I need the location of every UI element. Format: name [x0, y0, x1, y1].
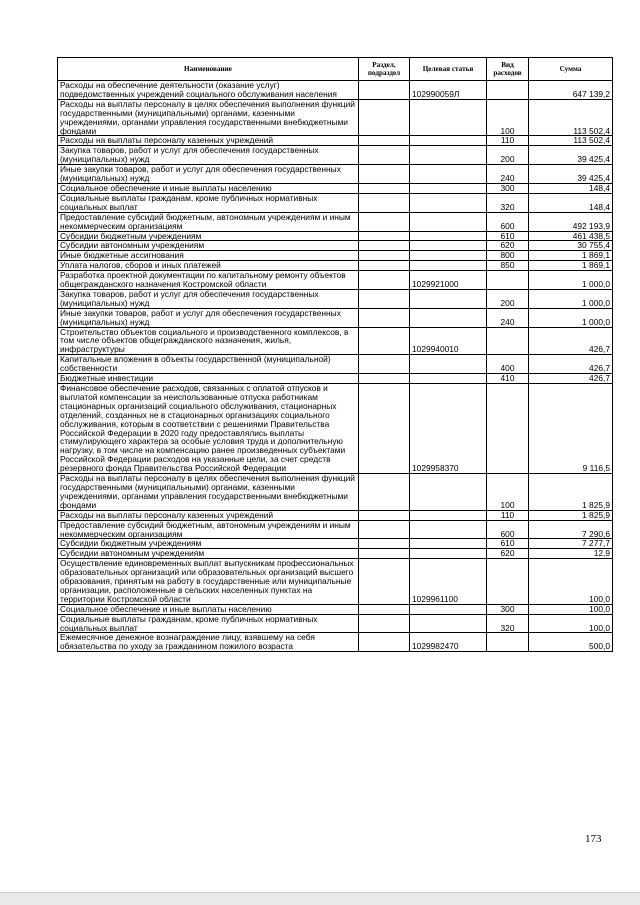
header-expense: Вид расходов [487, 58, 529, 81]
row-article [410, 183, 487, 193]
row-sum: 1 000,0 [529, 289, 613, 308]
row-expense [487, 271, 529, 290]
row-article [410, 308, 487, 327]
row-name: Ежемесячное денежное вознаграждение лицу, взявшему на себя обязательства по уходу за гражданином пожилого возраста [58, 633, 359, 652]
row-sum: 9 116,5 [529, 384, 613, 474]
row-name: Финансовое обеспечение расходов, связанных с оплатой отпусков и выплатой компенсации за неиспользованные отпуска работникам стационарных организаций социального обслуживания, стационарных отделений, созданных не в стационарных организациях социального обслуживания, которым в соответствии с решениями Правительства Российской Федерации в 2020 году предоставлялись выплаты стимулирующего характера за особые условия труда и дополнительную нагрузку, в том числе на компенсацию ранее произведенных субъектами Российской Федерации расходов на указанные цели, за счет средств резервного фонда Правительства Российской Федерации [58, 384, 359, 474]
row-expense: 110 [487, 136, 529, 146]
table-row [58, 520, 613, 539]
table-row [58, 374, 613, 384]
row-section [359, 99, 410, 136]
row-section [359, 604, 410, 614]
row-article [410, 165, 487, 184]
table-header-row [58, 58, 613, 81]
row-name: Субсидии бюджетным учреждениям [58, 539, 359, 549]
row-sum: 7 290,6 [529, 520, 613, 539]
row-name: Расходы на обеспечение деятельности (оказание услуг) подведомственных учреждений социального обслуживания населения [58, 81, 359, 100]
row-sum: 39 425,4 [529, 146, 613, 165]
row-article [410, 136, 487, 146]
row-article [410, 604, 487, 614]
row-sum: 39 425,4 [529, 165, 613, 184]
row-expense: 320 [487, 193, 529, 212]
row-expense [487, 559, 529, 605]
row-section [359, 355, 410, 374]
row-section [359, 271, 410, 290]
table-row [58, 81, 613, 100]
row-sum: 500,0 [529, 633, 613, 652]
row-name: Расходы на выплаты персоналу в целях обеспечения выполнения функций государственными (муниципальными) органами, казенными учреждениями, органами управления государственными внебюджетными фондами [58, 99, 359, 136]
table-row [58, 136, 613, 146]
row-name: Уплата налогов, сборов и иных платежей [58, 261, 359, 271]
row-section [359, 510, 410, 520]
row-expense [487, 384, 529, 474]
row-name: Закупка товаров, работ и услуг для обеспечения государственных (муниципальных) нужд [58, 146, 359, 165]
row-article: 102990059Л [410, 81, 487, 100]
table-row [58, 614, 613, 633]
row-expense: 610 [487, 539, 529, 549]
row-sum: 100,0 [529, 614, 613, 633]
table-row [58, 261, 613, 271]
row-article: 1029958370 [410, 384, 487, 474]
row-section [359, 520, 410, 539]
row-article [410, 510, 487, 520]
header-section: Раздел, подраздел [359, 58, 410, 81]
table-row [58, 559, 613, 605]
row-sum: 113 502,4 [529, 99, 613, 136]
row-sum: 148,4 [529, 183, 613, 193]
row-name: Социальные выплаты гражданам, кроме публичных нормативных социальных выплат [58, 193, 359, 212]
row-article [410, 520, 487, 539]
row-name: Капитальные вложения в объекты государственной (муниципальной) собственности [58, 355, 359, 374]
row-name: Иные закупки товаров, работ и услуг для обеспечения государственных (муниципальных) нужд [58, 165, 359, 184]
row-sum: 7 277,7 [529, 539, 613, 549]
row-article [410, 241, 487, 251]
table-row [58, 539, 613, 549]
row-name: Строительство объектов социального и производственного комплексов, в том числе объектов общегражданского назначения, жилья, инфраструктуры [58, 327, 359, 355]
row-section [359, 261, 410, 271]
row-expense: 320 [487, 614, 529, 633]
table-row [58, 193, 613, 212]
row-expense: 200 [487, 146, 529, 165]
row-name: Расходы на выплаты персоналу в целях обеспечения выполнения функций государственными (муниципальными) органами, казенными учреждениями, органами управления государственными внебюджетными фондами [58, 474, 359, 511]
row-expense [487, 81, 529, 100]
row-article [410, 212, 487, 231]
table-row [58, 604, 613, 614]
row-sum: 1 000,0 [529, 308, 613, 327]
row-section [359, 374, 410, 384]
row-section [359, 165, 410, 184]
row-expense: 100 [487, 474, 529, 511]
row-name: Осуществление единовременных выплат выпускникам профессиональных образовательных организаций или образовательных организаций высшего образования, принятым на работу в государственные или муниципальные организации, расположенные в сельских населенных пунктах на территории Костромской области [58, 559, 359, 605]
header-article: Целевая статья [410, 58, 487, 81]
table-row [58, 251, 613, 261]
row-article [410, 355, 487, 374]
table-row [58, 474, 613, 511]
row-name: Бюджетные инвестиции [58, 374, 359, 384]
table-row [58, 633, 613, 652]
row-expense [487, 327, 529, 355]
row-sum: 1 825,9 [529, 510, 613, 520]
row-article: 1029961100 [410, 559, 487, 605]
budget-table [57, 57, 613, 652]
row-name: Социальное обеспечение и иные выплаты населению [58, 604, 359, 614]
row-sum: 1 869,1 [529, 251, 613, 261]
table-row [58, 327, 613, 355]
row-sum: 1 000,0 [529, 271, 613, 290]
row-sum: 30 755,4 [529, 241, 613, 251]
row-name: Субсидии автономным учреждениям [58, 241, 359, 251]
row-article: 1029982470 [410, 633, 487, 652]
table-row [58, 183, 613, 193]
row-section [359, 146, 410, 165]
row-name: Расходы на выплаты персоналу казенных учреждений [58, 510, 359, 520]
row-article [410, 614, 487, 633]
row-sum: 12,9 [529, 549, 613, 559]
row-expense: 300 [487, 604, 529, 614]
row-sum: 100,0 [529, 559, 613, 605]
table-row [58, 308, 613, 327]
table-row [58, 384, 613, 474]
row-section [359, 539, 410, 549]
row-section [359, 559, 410, 605]
row-expense: 620 [487, 549, 529, 559]
row-article [410, 374, 487, 384]
row-name: Иные бюджетные ассигнования [58, 251, 359, 261]
row-article: 1029921000 [410, 271, 487, 290]
row-name: Субсидии автономным учреждениям [58, 549, 359, 559]
row-section [359, 289, 410, 308]
row-section [359, 183, 410, 193]
row-section [359, 614, 410, 633]
row-sum: 492 193,9 [529, 212, 613, 231]
row-article [410, 549, 487, 559]
row-sum: 113 502,4 [529, 136, 613, 146]
table-row [58, 99, 613, 136]
row-section [359, 308, 410, 327]
row-expense [487, 633, 529, 652]
table-row [58, 271, 613, 290]
row-article: 1029940010 [410, 327, 487, 355]
row-sum: 100,0 [529, 604, 613, 614]
row-expense: 600 [487, 212, 529, 231]
row-article [410, 474, 487, 511]
row-section [359, 136, 410, 146]
table-row [58, 355, 613, 374]
row-name: Социальное обеспечение и иные выплаты населению [58, 183, 359, 193]
row-expense: 800 [487, 251, 529, 261]
row-expense: 620 [487, 241, 529, 251]
row-expense: 100 [487, 99, 529, 136]
row-article [410, 231, 487, 241]
row-article [410, 251, 487, 261]
row-sum: 461 438,5 [529, 231, 613, 241]
table-row [58, 510, 613, 520]
row-name: Субсидии бюджетным учреждениям [58, 231, 359, 241]
row-name: Разработка проектной документации по капитальному ремонту объектов общегражданского назначения Костромской области [58, 271, 359, 290]
row-article [410, 193, 487, 212]
row-section [359, 193, 410, 212]
table-row [58, 549, 613, 559]
table-row [58, 231, 613, 241]
table-row [58, 146, 613, 165]
row-article [410, 289, 487, 308]
row-name: Предоставление субсидий бюджетным, автономным учреждениям и иным некоммерческим организациям [58, 212, 359, 231]
page-number: 173 [585, 833, 602, 845]
row-expense: 400 [487, 355, 529, 374]
row-name: Иные закупки товаров, работ и услуг для обеспечения государственных (муниципальных) нужд [58, 308, 359, 327]
row-expense: 850 [487, 261, 529, 271]
table-row [58, 241, 613, 251]
row-sum: 148,4 [529, 193, 613, 212]
row-article [410, 146, 487, 165]
viewer-bottom-strip [0, 892, 640, 905]
row-section [359, 327, 410, 355]
row-expense: 610 [487, 231, 529, 241]
row-sum: 426,7 [529, 355, 613, 374]
row-article [410, 261, 487, 271]
row-article [410, 539, 487, 549]
row-sum: 426,7 [529, 327, 613, 355]
row-expense: 240 [487, 308, 529, 327]
row-section [359, 251, 410, 261]
row-section [359, 633, 410, 652]
row-section [359, 231, 410, 241]
row-expense: 240 [487, 165, 529, 184]
row-name: Социальные выплаты гражданам, кроме публичных нормативных социальных выплат [58, 614, 359, 633]
row-name: Предоставление субсидий бюджетным, автономным учреждениям и иным некоммерческим организациям [58, 520, 359, 539]
table-row [58, 165, 613, 184]
row-expense: 600 [487, 520, 529, 539]
row-expense: 300 [487, 183, 529, 193]
row-name: Расходы на выплаты персоналу казенных учреждений [58, 136, 359, 146]
table-row [58, 289, 613, 308]
row-name: Закупка товаров, работ и услуг для обеспечения государственных (муниципальных) нужд [58, 289, 359, 308]
row-article [410, 99, 487, 136]
row-section [359, 474, 410, 511]
row-expense: 410 [487, 374, 529, 384]
header-name: Наименование [58, 58, 359, 81]
row-section [359, 384, 410, 474]
header-sum: Сумма [529, 58, 613, 81]
row-sum: 1 825,9 [529, 474, 613, 511]
row-expense: 110 [487, 510, 529, 520]
row-sum: 1 869,1 [529, 261, 613, 271]
row-expense: 200 [487, 289, 529, 308]
row-section [359, 212, 410, 231]
table-row [58, 212, 613, 231]
row-section [359, 549, 410, 559]
row-section [359, 81, 410, 100]
row-section [359, 241, 410, 251]
row-sum: 647 139,2 [529, 81, 613, 100]
row-sum: 426,7 [529, 374, 613, 384]
